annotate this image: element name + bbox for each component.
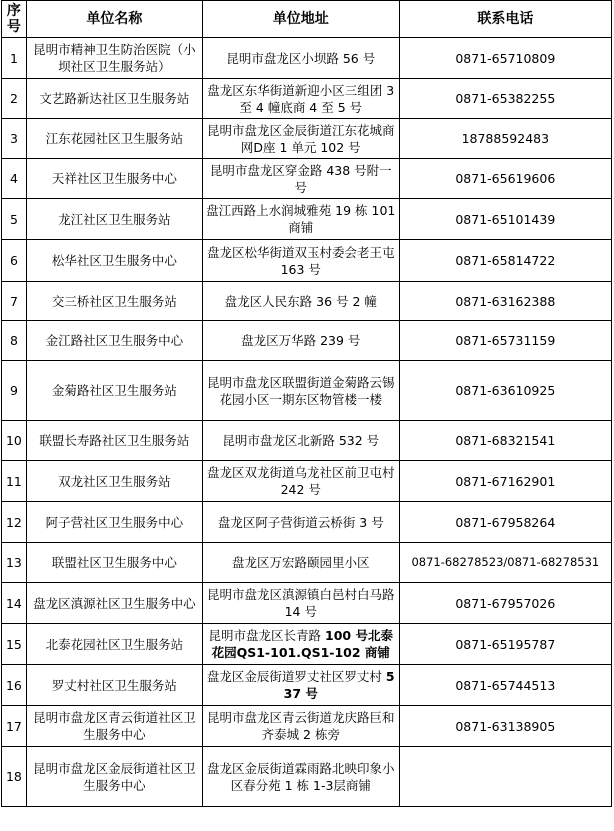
cell-name: 罗丈村社区卫生服务站 <box>26 665 202 706</box>
cell-no: 11 <box>2 461 27 502</box>
cell-phone <box>399 747 611 807</box>
cell-address: 盘江西路上水润城雅苑 19 栋 101 商铺 <box>202 199 399 240</box>
table-row <box>2 199 612 240</box>
cell-name: 昆明市盘龙区金辰街道社区卫生服务中心 <box>26 747 202 807</box>
table-row <box>2 79 612 119</box>
cell-no: 14 <box>2 583 27 624</box>
cell-no: 12 <box>2 502 27 543</box>
cell-phone: 0871-67162901 <box>399 461 611 502</box>
cell-no: 4 <box>2 159 27 199</box>
cell-no: 9 <box>2 361 27 421</box>
cell-name: 昆明市盘龙区青云街道社区卫生服务中心 <box>26 706 202 747</box>
cell-no: 7 <box>2 282 27 321</box>
cell-no: 16 <box>2 665 27 706</box>
cell-no: 18 <box>2 747 27 807</box>
table-row <box>2 502 612 543</box>
cell-address: 盘龙区阿子营街道云桥街 3 号 <box>202 502 399 543</box>
cell-address: 昆明市盘龙区穿金路 438 号附一号 <box>202 159 399 199</box>
table-row <box>2 583 612 624</box>
cell-phone: 0871-65619606 <box>399 159 611 199</box>
header-no: 序号 <box>2 1 27 38</box>
cell-phone: 0871-65744513 <box>399 665 611 706</box>
cell-no: 2 <box>2 79 27 119</box>
cell-address: 昆明市盘龙区小坝路 56 号 <box>202 38 399 79</box>
table-row <box>2 747 612 807</box>
cell-name: 文艺路新达社区卫生服务站 <box>26 79 202 119</box>
table-row <box>2 624 612 665</box>
cell-name: 金菊路社区卫生服务站 <box>26 361 202 421</box>
cell-phone: 0871-65814722 <box>399 240 611 282</box>
table-row <box>2 421 612 461</box>
cell-address: 盘龙区金辰街道霖雨路北映印象小区春分苑 1 栋 1-3层商铺 <box>202 747 399 807</box>
table-row <box>2 361 612 421</box>
cell-address: 昆明市盘龙区北新路 532 号 <box>202 421 399 461</box>
cell-phone: 0871-65195787 <box>399 624 611 665</box>
cell-phone: 0871-63162388 <box>399 282 611 321</box>
cell-no: 1 <box>2 38 27 79</box>
address-part-bold: 100 号北泰花园QS1-101.QS1-102 商铺 <box>211 628 393 660</box>
cell-address: 盘龙区万华路 239 号 <box>202 321 399 361</box>
cell-phone: 0871-68278523/0871-68278531 <box>399 543 611 583</box>
cell-name: 昆明市精神卫生防治医院（小坝社区卫生服务站） <box>26 38 202 79</box>
table-row <box>2 543 612 583</box>
cell-phone: 0871-65101439 <box>399 199 611 240</box>
cell-name: 松华社区卫生服务中心 <box>26 240 202 282</box>
cell-phone: 0871-65731159 <box>399 321 611 361</box>
cell-no: 10 <box>2 421 27 461</box>
cell-name: 北泰花园社区卫生服务站 <box>26 624 202 665</box>
cell-no: 3 <box>2 119 27 159</box>
header-address: 单位地址 <box>202 1 399 38</box>
cell-phone: 0871-67957026 <box>399 583 611 624</box>
cell-name: 天祥社区卫生服务中心 <box>26 159 202 199</box>
cell-name: 联盟长寿路社区卫生服务站 <box>26 421 202 461</box>
table-row <box>2 240 612 282</box>
table-row <box>2 461 612 502</box>
table-row <box>2 282 612 321</box>
cell-no: 5 <box>2 199 27 240</box>
cell-address: 盘龙区东华街道新迎小区三组团 3 至 4 幢底商 4 至 5 号 <box>202 79 399 119</box>
cell-no: 15 <box>2 624 27 665</box>
cell-address: 昆明市盘龙区金辰街道江东花城商网D座 1 单元 102 号 <box>202 119 399 159</box>
cell-phone: 0871-65382255 <box>399 79 611 119</box>
cell-name: 交三桥社区卫生服务站 <box>26 282 202 321</box>
cell-no: 17 <box>2 706 27 747</box>
cell-no: 8 <box>2 321 27 361</box>
cell-name: 阿子营社区卫生服务中心 <box>26 502 202 543</box>
table-row <box>2 159 612 199</box>
cell-phone: 0871-65710809 <box>399 38 611 79</box>
cell-address <box>202 665 399 706</box>
cell-name: 龙江社区卫生服务站 <box>26 199 202 240</box>
cell-name: 双龙社区卫生服务站 <box>26 461 202 502</box>
header-name: 单位名称 <box>26 1 202 38</box>
table-row <box>2 321 612 361</box>
cell-no: 13 <box>2 543 27 583</box>
cell-address: 盘龙区松华街道双玉村委会老王屯 163 号 <box>202 240 399 282</box>
cell-address: 盘龙区双龙街道乌龙社区前卫屯村 242 号 <box>202 461 399 502</box>
cell-phone: 18788592483 <box>399 119 611 159</box>
address-part: 盘龙区金辰街道罗丈社区罗丈村 <box>206 669 386 684</box>
cell-name: 江东花园社区卫生服务站 <box>26 119 202 159</box>
cell-phone: 0871-63138905 <box>399 706 611 747</box>
cell-phone: 0871-67958264 <box>399 502 611 543</box>
cell-address: 昆明市盘龙区滇源镇白邑村白马路 14 号 <box>202 583 399 624</box>
table-row <box>2 665 612 706</box>
table-header-row <box>2 1 612 38</box>
header-phone: 联系电话 <box>399 1 611 38</box>
cell-address: 盘龙区人民东路 36 号 2 幢 <box>202 282 399 321</box>
cell-phone: 0871-63610925 <box>399 361 611 421</box>
address-part: 昆明市盘龙区长青路 <box>208 628 326 643</box>
cell-address: 昆明市盘龙区联盟街道金菊路云锡花园小区一期东区物管楼一楼 <box>202 361 399 421</box>
cell-address <box>202 624 399 665</box>
table-row <box>2 38 612 79</box>
cell-address: 昆明市盘龙区青云街道龙庆路巨和齐泰城 2 栋旁 <box>202 706 399 747</box>
cell-name: 金江路社区卫生服务中心 <box>26 321 202 361</box>
table-row <box>2 706 612 747</box>
cell-name: 盘龙区滇源社区卫生服务中心 <box>26 583 202 624</box>
health-station-table <box>1 0 612 807</box>
cell-no: 6 <box>2 240 27 282</box>
table-row <box>2 119 612 159</box>
cell-phone: 0871-68321541 <box>399 421 611 461</box>
cell-name: 联盟社区卫生服务中心 <box>26 543 202 583</box>
address-part-bold: 537 号 <box>283 669 395 701</box>
cell-address: 盘龙区万宏路颐园里小区 <box>202 543 399 583</box>
